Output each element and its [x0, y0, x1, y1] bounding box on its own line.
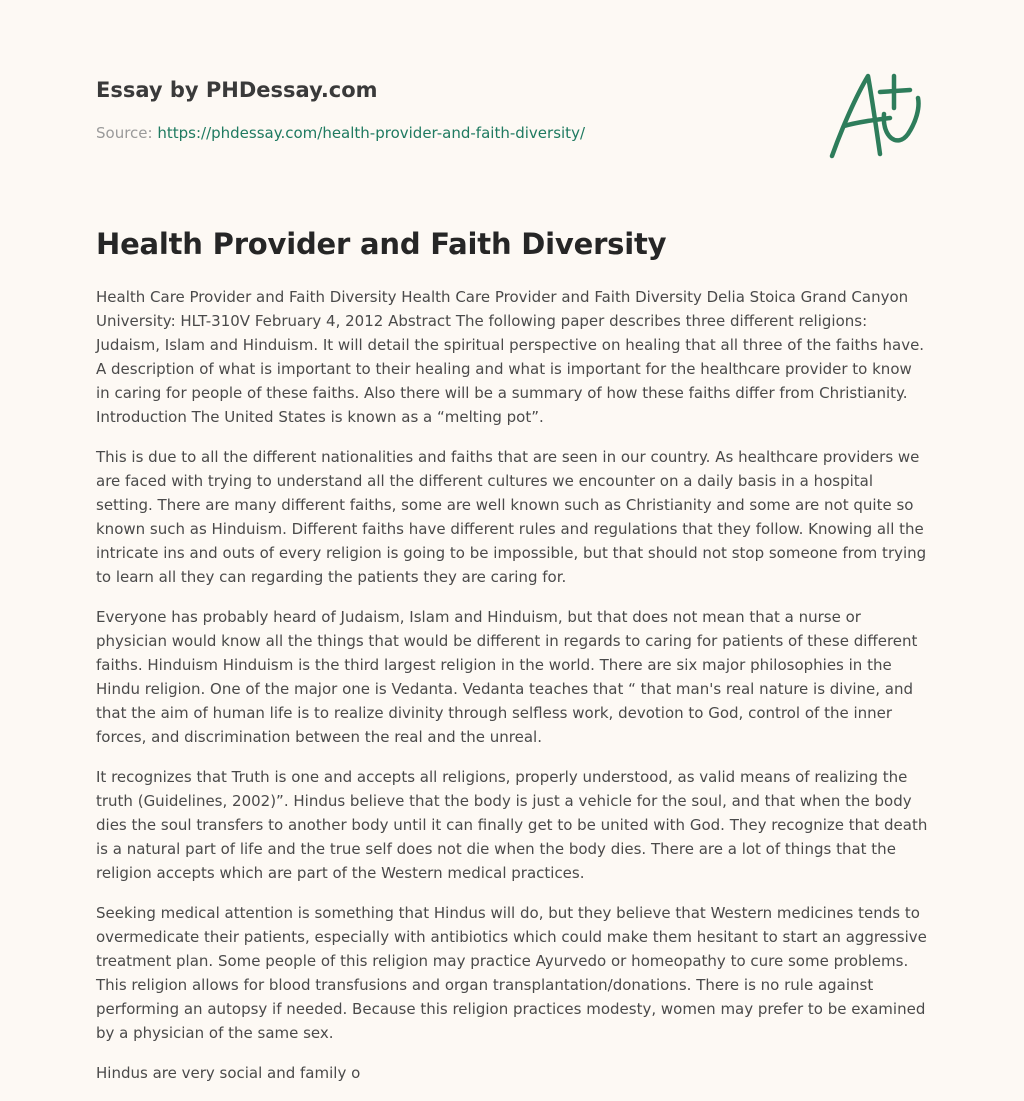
essay-paragraph: Health Care Provider and Faith Diversity Health Care Provider and Faith Diversity Delia Stoica Grand Canyon University: HLT-310V February 4, 2012 Abstract The following paper describes three different religions: Judaism, Islam and Hinduism. It will detail the spiritual perspective on healing that all three of the faiths have. A description of what is important to their healing and what is important for the healthcare provider to know in caring for people of these faiths. Also there will be a summary of how these faiths differ from Christianity. Introduction The United States is known as a “melting pot”.	[96, 288, 925, 426]
source-line	[96, 123, 928, 143]
essay-paragraph: Everyone has probably heard of Judaism, Islam and Hinduism, but that does not mean that a nurse or physician would know all the things that would be different in regards to caring for patients of these different faiths. Hinduism Hinduism is the third largest religion in the world. There are six major philosophies in the Hindu religion. One of the major one is Vedanta. Vedanta teaches that “ that man's real nature is divine, and that the aim of human life is to realize divinity through selfless work, devotion to God, control of the inner forces, and discrimination between the real and the unreal.	[96, 608, 918, 746]
a-plus-logo-icon	[824, 68, 928, 164]
essay-paragraph: It recognizes that Truth is one and accepts all religions, properly understood, as valid means of realizing the truth (Guidelines, 2002)”. Hindus believe that the body is just a vehicle for the soul, and that when the body dies the soul transfers to another body until it can finally get to be united with God. They recognize that death is a natural part of life and the true self does not die when the body dies. There are a lot of things that the religion accepts which are part of the Western medical practices.	[96, 768, 928, 882]
page-header	[96, 76, 928, 176]
essay-title: Health Provider and Faith Diversity	[96, 227, 667, 261]
source-label: Source:	[96, 124, 153, 142]
essay-paragraph: This is due to all the different nationalities and faiths that are seen in our country. As healthcare providers we are faced with trying to understand all the different cultures we encounter on a daily basis in a hospital setting. There are many different faiths, some are well known such as Christianity and some are not quite so known such as Hinduism. Different faiths have different rules and regulations that they follow. Knowing all the intricate ins and outs of every religion is going to be impossible, but that should not stop someone from trying to learn all they can regarding the patients they are caring for.	[96, 448, 927, 586]
essay-paragraph: Hindus are very social and family o	[96, 1064, 361, 1082]
essay-paragraph: Seeking medical attention is something that Hindus will do, but they believe that Western medicines tends to overmedicate their patients, especially with antibiotics which could make them hesitant to start an aggressive treatment plan. Some people of this religion may practice Ayurvedo or homeopathy to cure some problems. This religion allows for blood transfusions and organ transplantation/donations. There is no rule against performing an autopsy if needed. Because this religion practices modesty, women may prefer to be examined by a physician of the same sex.	[96, 904, 927, 1042]
essay-body	[96, 285, 928, 1101]
brand-name: Essay by PHDessay.com	[96, 78, 378, 102]
source-link[interactable]: https://phdessay.com/health-provider-and-faith-diversity/	[157, 124, 585, 142]
